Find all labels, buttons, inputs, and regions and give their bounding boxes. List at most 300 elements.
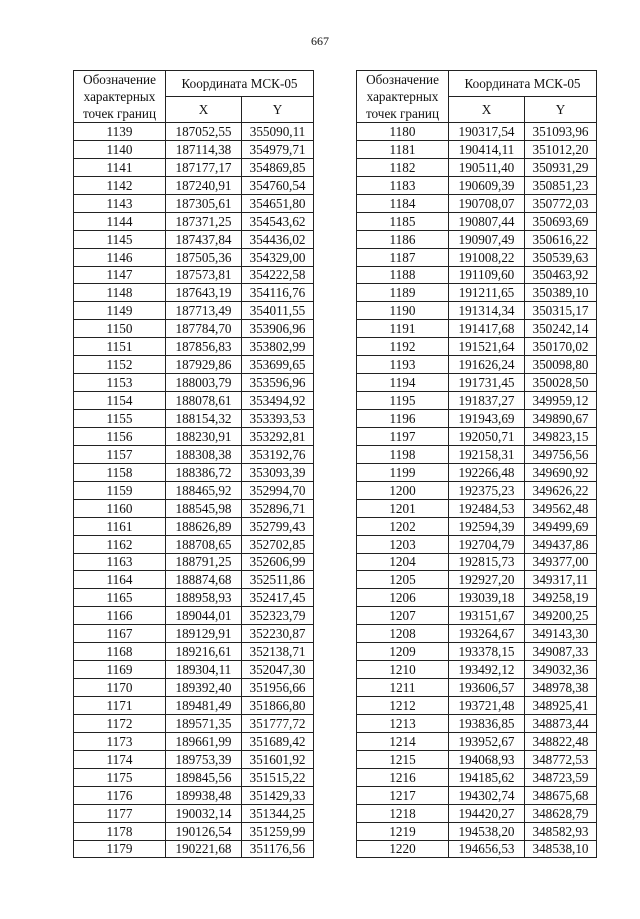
x-coordinate-cell: 193952,67: [449, 732, 525, 750]
y-coordinate-cell: 351093,96: [525, 123, 597, 141]
table-row: [74, 589, 314, 607]
point-number-cell: 1153: [74, 374, 166, 392]
x-coordinate-cell: 193151,67: [449, 607, 525, 625]
table-row: [357, 750, 597, 768]
y-coordinate-cell: 350170,02: [525, 338, 597, 356]
y-coordinate-cell: 352896,71: [242, 499, 314, 517]
point-number-cell: 1179: [74, 840, 166, 858]
table-row: [74, 750, 314, 768]
x-coordinate-cell: 193039,18: [449, 589, 525, 607]
y-coordinate-cell: 354011,55: [242, 302, 314, 320]
x-coordinate-cell: 187371,25: [166, 212, 242, 230]
point-number-cell: 1204: [357, 553, 449, 571]
point-number-cell: 1149: [74, 302, 166, 320]
table-row: [74, 284, 314, 302]
point-number-cell: 1203: [357, 535, 449, 553]
table-row: [357, 840, 597, 858]
table-row: [74, 535, 314, 553]
y-coordinate-cell: 354222,58: [242, 266, 314, 284]
point-number-cell: 1220: [357, 840, 449, 858]
y-coordinate-cell: 350539,63: [525, 248, 597, 266]
point-number-cell: 1158: [74, 463, 166, 481]
x-coordinate-cell: 187177,17: [166, 158, 242, 176]
y-coordinate-cell: 354329,00: [242, 248, 314, 266]
point-number-cell: 1147: [74, 266, 166, 284]
point-number-cell: 1206: [357, 589, 449, 607]
table-row: [74, 607, 314, 625]
point-number-cell: 1202: [357, 517, 449, 535]
table-row: [74, 392, 314, 410]
y-coordinate-cell: 348978,38: [525, 679, 597, 697]
table-row: [74, 786, 314, 804]
x-coordinate-cell: 188386,72: [166, 463, 242, 481]
table-row: [74, 140, 314, 158]
point-number-cell: 1199: [357, 463, 449, 481]
table-row: [74, 517, 314, 535]
point-number-cell: 1152: [74, 356, 166, 374]
x-coordinate-cell: 193492,12: [449, 661, 525, 679]
table-row: [357, 410, 597, 428]
x-coordinate-cell: 191008,22: [449, 248, 525, 266]
x-coordinate-cell: 194420,27: [449, 804, 525, 822]
point-number-cell: 1139: [74, 123, 166, 141]
x-coordinate-cell: 191626,24: [449, 356, 525, 374]
x-coordinate-cell: 187505,36: [166, 248, 242, 266]
x-coordinate-cell: 193836,85: [449, 714, 525, 732]
point-number-cell: 1218: [357, 804, 449, 822]
x-coordinate-cell: 189392,40: [166, 679, 242, 697]
table-row: [357, 499, 597, 517]
y-coordinate-cell: 349890,67: [525, 410, 597, 428]
y-coordinate-cell: 355090,11: [242, 123, 314, 141]
table-row: [357, 661, 597, 679]
x-coordinate-cell: 191211,65: [449, 284, 525, 302]
point-number-cell: 1162: [74, 535, 166, 553]
point-number-cell: 1189: [357, 284, 449, 302]
y-coordinate-cell: 350463,92: [525, 266, 597, 284]
point-number-cell: 1155: [74, 410, 166, 428]
table-row: [74, 356, 314, 374]
table-row: [357, 463, 597, 481]
table-row: [357, 392, 597, 410]
y-coordinate-cell: 351689,42: [242, 732, 314, 750]
y-coordinate-cell: 354760,54: [242, 176, 314, 194]
point-number-cell: 1208: [357, 625, 449, 643]
y-coordinate-cell: 353494,92: [242, 392, 314, 410]
point-number-cell: 1151: [74, 338, 166, 356]
x-coordinate-cell: 189753,39: [166, 750, 242, 768]
table-row: [74, 320, 314, 338]
y-coordinate-cell: 348873,44: [525, 714, 597, 732]
table-row: [357, 571, 597, 589]
y-coordinate-cell: 348628,79: [525, 804, 597, 822]
y-coordinate-cell: 353093,39: [242, 463, 314, 481]
table-row: [357, 320, 597, 338]
x-coordinate-cell: 187573,81: [166, 266, 242, 284]
y-coordinate-cell: 348675,68: [525, 786, 597, 804]
x-coordinate-cell: 190807,44: [449, 212, 525, 230]
y-coordinate-cell: 350616,22: [525, 230, 597, 248]
point-number-cell: 1192: [357, 338, 449, 356]
table-row: [74, 732, 314, 750]
x-coordinate-cell: 191731,45: [449, 374, 525, 392]
table-row: [357, 697, 597, 715]
table-row: [74, 266, 314, 284]
point-number-cell: 1166: [74, 607, 166, 625]
x-coordinate-cell: 191837,27: [449, 392, 525, 410]
table-row: [74, 571, 314, 589]
table-row: [357, 176, 597, 194]
point-number-cell: 1174: [74, 750, 166, 768]
x-coordinate-cell: 191417,68: [449, 320, 525, 338]
x-coordinate-cell: 188230,91: [166, 427, 242, 445]
point-number-cell: 1200: [357, 481, 449, 499]
y-coordinate-cell: 351866,80: [242, 697, 314, 715]
table-row: [74, 123, 314, 141]
table-row: [357, 266, 597, 284]
x-coordinate-cell: 188003,79: [166, 374, 242, 392]
point-number-cell: 1169: [74, 661, 166, 679]
y-coordinate-cell: 350772,03: [525, 194, 597, 212]
y-coordinate-cell: 349959,12: [525, 392, 597, 410]
x-coordinate-cell: 193264,67: [449, 625, 525, 643]
point-number-cell: 1159: [74, 481, 166, 499]
y-coordinate-cell: 349437,86: [525, 535, 597, 553]
point-number-cell: 1170: [74, 679, 166, 697]
x-coordinate-cell: 193378,15: [449, 643, 525, 661]
y-coordinate-cell: 348925,41: [525, 697, 597, 715]
point-number-cell: 1150: [74, 320, 166, 338]
x-coordinate-cell: 188465,92: [166, 481, 242, 499]
table-row: [74, 481, 314, 499]
x-coordinate-cell: 189304,11: [166, 661, 242, 679]
point-number-cell: 1173: [74, 732, 166, 750]
x-coordinate-cell: 192815,73: [449, 553, 525, 571]
header-y: Y: [242, 97, 314, 123]
table-row: [74, 445, 314, 463]
x-coordinate-cell: 190907,49: [449, 230, 525, 248]
point-number-cell: 1215: [357, 750, 449, 768]
point-number-cell: 1187: [357, 248, 449, 266]
point-number-cell: 1210: [357, 661, 449, 679]
point-number-cell: 1181: [357, 140, 449, 158]
point-number-cell: 1171: [74, 697, 166, 715]
point-number-cell: 1185: [357, 212, 449, 230]
table-row: [357, 732, 597, 750]
x-coordinate-cell: 189129,91: [166, 625, 242, 643]
table-row: [74, 822, 314, 840]
point-number-cell: 1172: [74, 714, 166, 732]
x-coordinate-cell: 188078,61: [166, 392, 242, 410]
y-coordinate-cell: 349032,36: [525, 661, 597, 679]
point-number-cell: 1176: [74, 786, 166, 804]
point-number-cell: 1216: [357, 768, 449, 786]
x-coordinate-cell: 192050,71: [449, 427, 525, 445]
point-number-cell: 1168: [74, 643, 166, 661]
table-row: [357, 679, 597, 697]
x-coordinate-cell: 187713,49: [166, 302, 242, 320]
y-coordinate-cell: 352702,85: [242, 535, 314, 553]
table-row: [74, 553, 314, 571]
table-row: [74, 427, 314, 445]
table-row: [357, 212, 597, 230]
point-number-cell: 1201: [357, 499, 449, 517]
point-number-cell: 1165: [74, 589, 166, 607]
table-row: [357, 374, 597, 392]
table-row: [357, 302, 597, 320]
x-coordinate-cell: 187856,83: [166, 338, 242, 356]
x-coordinate-cell: 190317,54: [449, 123, 525, 141]
y-coordinate-cell: 349626,22: [525, 481, 597, 499]
y-coordinate-cell: 352230,87: [242, 625, 314, 643]
y-coordinate-cell: 349823,15: [525, 427, 597, 445]
y-coordinate-cell: 349756,56: [525, 445, 597, 463]
x-coordinate-cell: 187929,86: [166, 356, 242, 374]
table-row: [74, 248, 314, 266]
y-coordinate-cell: 351259,99: [242, 822, 314, 840]
point-number-cell: 1217: [357, 786, 449, 804]
header-point-designation: Обозначение характерных точек границ: [357, 71, 449, 123]
x-coordinate-cell: 190708,07: [449, 194, 525, 212]
x-coordinate-cell: 187643,19: [166, 284, 242, 302]
x-coordinate-cell: 190126,54: [166, 822, 242, 840]
y-coordinate-cell: 348538,10: [525, 840, 597, 858]
header-x: X: [166, 97, 242, 123]
y-coordinate-cell: 349143,30: [525, 625, 597, 643]
x-coordinate-cell: 194068,93: [449, 750, 525, 768]
x-coordinate-cell: 189938,48: [166, 786, 242, 804]
table-row: [74, 338, 314, 356]
x-coordinate-cell: 188545,98: [166, 499, 242, 517]
point-number-cell: 1154: [74, 392, 166, 410]
coordinates-body-left: [74, 123, 314, 858]
x-coordinate-cell: 192594,39: [449, 517, 525, 535]
point-number-cell: 1195: [357, 392, 449, 410]
table-row: [357, 589, 597, 607]
point-number-cell: 1184: [357, 194, 449, 212]
y-coordinate-cell: 351176,56: [242, 840, 314, 858]
y-coordinate-cell: 353596,96: [242, 374, 314, 392]
x-coordinate-cell: 192375,23: [449, 481, 525, 499]
x-coordinate-cell: 188791,25: [166, 553, 242, 571]
x-coordinate-cell: 190609,39: [449, 176, 525, 194]
table-row: [357, 553, 597, 571]
header-coordinate-system: Координата МСК-05: [449, 71, 597, 97]
y-coordinate-cell: 351012,20: [525, 140, 597, 158]
y-coordinate-cell: 353393,53: [242, 410, 314, 428]
x-coordinate-cell: 194656,53: [449, 840, 525, 858]
table-row: [74, 176, 314, 194]
y-coordinate-cell: 350028,50: [525, 374, 597, 392]
x-coordinate-cell: 193606,57: [449, 679, 525, 697]
table-row: [357, 248, 597, 266]
point-number-cell: 1148: [74, 284, 166, 302]
point-number-cell: 1207: [357, 607, 449, 625]
x-coordinate-cell: 194302,74: [449, 786, 525, 804]
table-row: [357, 607, 597, 625]
point-number-cell: 1219: [357, 822, 449, 840]
x-coordinate-cell: 188874,68: [166, 571, 242, 589]
table-row: [357, 643, 597, 661]
y-coordinate-cell: 353699,65: [242, 356, 314, 374]
y-coordinate-cell: 351777,72: [242, 714, 314, 732]
x-coordinate-cell: 191109,60: [449, 266, 525, 284]
x-coordinate-cell: 188958,93: [166, 589, 242, 607]
point-number-cell: 1143: [74, 194, 166, 212]
y-coordinate-cell: 350693,69: [525, 212, 597, 230]
y-coordinate-cell: 354651,80: [242, 194, 314, 212]
y-coordinate-cell: 349258,19: [525, 589, 597, 607]
table-row: [357, 714, 597, 732]
point-number-cell: 1157: [74, 445, 166, 463]
x-coordinate-cell: 191521,64: [449, 338, 525, 356]
y-coordinate-cell: 352047,30: [242, 661, 314, 679]
point-number-cell: 1142: [74, 176, 166, 194]
x-coordinate-cell: 192927,20: [449, 571, 525, 589]
point-number-cell: 1177: [74, 804, 166, 822]
point-number-cell: 1140: [74, 140, 166, 158]
point-number-cell: 1193: [357, 356, 449, 374]
y-coordinate-cell: 350389,10: [525, 284, 597, 302]
x-coordinate-cell: 187305,61: [166, 194, 242, 212]
table-row: [74, 463, 314, 481]
table-row: [357, 427, 597, 445]
y-coordinate-cell: 351515,22: [242, 768, 314, 786]
table-row: [74, 374, 314, 392]
point-number-cell: 1191: [357, 320, 449, 338]
y-coordinate-cell: 350931,29: [525, 158, 597, 176]
point-number-cell: 1211: [357, 679, 449, 697]
point-number-cell: 1145: [74, 230, 166, 248]
y-coordinate-cell: 350242,14: [525, 320, 597, 338]
x-coordinate-cell: 191943,69: [449, 410, 525, 428]
coordinates-table-right: [356, 70, 597, 858]
x-coordinate-cell: 189481,49: [166, 697, 242, 715]
point-number-cell: 1178: [74, 822, 166, 840]
x-coordinate-cell: 187240,91: [166, 176, 242, 194]
table-row: [74, 410, 314, 428]
header-point-designation: Обозначение характерных точек границ: [74, 71, 166, 123]
y-coordinate-cell: 352994,70: [242, 481, 314, 499]
table-row: [357, 481, 597, 499]
y-coordinate-cell: 353192,76: [242, 445, 314, 463]
point-number-cell: 1164: [74, 571, 166, 589]
y-coordinate-cell: 349087,33: [525, 643, 597, 661]
header-coordinate-system: Координата МСК-05: [166, 71, 314, 97]
table-row: [74, 679, 314, 697]
table-row: [74, 768, 314, 786]
table-row: [74, 661, 314, 679]
x-coordinate-cell: 194538,20: [449, 822, 525, 840]
y-coordinate-cell: 353292,81: [242, 427, 314, 445]
point-number-cell: 1188: [357, 266, 449, 284]
y-coordinate-cell: 353802,99: [242, 338, 314, 356]
x-coordinate-cell: 193721,48: [449, 697, 525, 715]
y-coordinate-cell: 352511,86: [242, 571, 314, 589]
x-coordinate-cell: 192484,53: [449, 499, 525, 517]
table-row: [357, 284, 597, 302]
y-coordinate-cell: 352323,79: [242, 607, 314, 625]
x-coordinate-cell: 189216,61: [166, 643, 242, 661]
x-coordinate-cell: 189845,56: [166, 768, 242, 786]
x-coordinate-cell: 187437,84: [166, 230, 242, 248]
coordinates-body-right: [357, 123, 597, 858]
table-row: [357, 804, 597, 822]
table-row: [357, 445, 597, 463]
table-row: [357, 194, 597, 212]
x-coordinate-cell: 192158,31: [449, 445, 525, 463]
table-row: [74, 302, 314, 320]
point-number-cell: 1197: [357, 427, 449, 445]
x-coordinate-cell: 188708,65: [166, 535, 242, 553]
table-row: [357, 338, 597, 356]
y-coordinate-cell: 352417,45: [242, 589, 314, 607]
point-number-cell: 1209: [357, 643, 449, 661]
y-coordinate-cell: 350851,23: [525, 176, 597, 194]
y-coordinate-cell: 348582,93: [525, 822, 597, 840]
table-row: [74, 714, 314, 732]
y-coordinate-cell: 354436,02: [242, 230, 314, 248]
table-row: [357, 822, 597, 840]
table-row: [357, 356, 597, 374]
table-row: [357, 517, 597, 535]
header-y: Y: [525, 97, 597, 123]
y-coordinate-cell: 351601,92: [242, 750, 314, 768]
x-coordinate-cell: 190511,40: [449, 158, 525, 176]
y-coordinate-cell: 351956,66: [242, 679, 314, 697]
table-row: [74, 804, 314, 822]
y-coordinate-cell: 349200,25: [525, 607, 597, 625]
table-row: [357, 123, 597, 141]
table-row: [74, 230, 314, 248]
y-coordinate-cell: 348772,53: [525, 750, 597, 768]
coordinates-table-left: [73, 70, 314, 858]
y-coordinate-cell: 349690,92: [525, 463, 597, 481]
x-coordinate-cell: 190414,11: [449, 140, 525, 158]
y-coordinate-cell: 352799,43: [242, 517, 314, 535]
table-row: [74, 212, 314, 230]
table-row: [74, 194, 314, 212]
page-number: 667: [311, 34, 329, 48]
point-number-cell: 1190: [357, 302, 449, 320]
table-row: [357, 158, 597, 176]
y-coordinate-cell: 350315,17: [525, 302, 597, 320]
x-coordinate-cell: 188154,32: [166, 410, 242, 428]
point-number-cell: 1182: [357, 158, 449, 176]
point-number-cell: 1194: [357, 374, 449, 392]
point-number-cell: 1213: [357, 714, 449, 732]
point-number-cell: 1214: [357, 732, 449, 750]
x-coordinate-cell: 194185,62: [449, 768, 525, 786]
point-number-cell: 1212: [357, 697, 449, 715]
point-number-cell: 1205: [357, 571, 449, 589]
x-coordinate-cell: 188308,38: [166, 445, 242, 463]
y-coordinate-cell: 354116,76: [242, 284, 314, 302]
x-coordinate-cell: 192266,48: [449, 463, 525, 481]
x-coordinate-cell: 190032,14: [166, 804, 242, 822]
x-coordinate-cell: 190221,68: [166, 840, 242, 858]
point-number-cell: 1146: [74, 248, 166, 266]
table-row: [74, 499, 314, 517]
y-coordinate-cell: 349499,69: [525, 517, 597, 535]
x-coordinate-cell: 188626,89: [166, 517, 242, 535]
x-coordinate-cell: 187784,70: [166, 320, 242, 338]
x-coordinate-cell: 187052,55: [166, 123, 242, 141]
point-number-cell: 1163: [74, 553, 166, 571]
y-coordinate-cell: 352606,99: [242, 553, 314, 571]
point-number-cell: 1196: [357, 410, 449, 428]
point-number-cell: 1161: [74, 517, 166, 535]
